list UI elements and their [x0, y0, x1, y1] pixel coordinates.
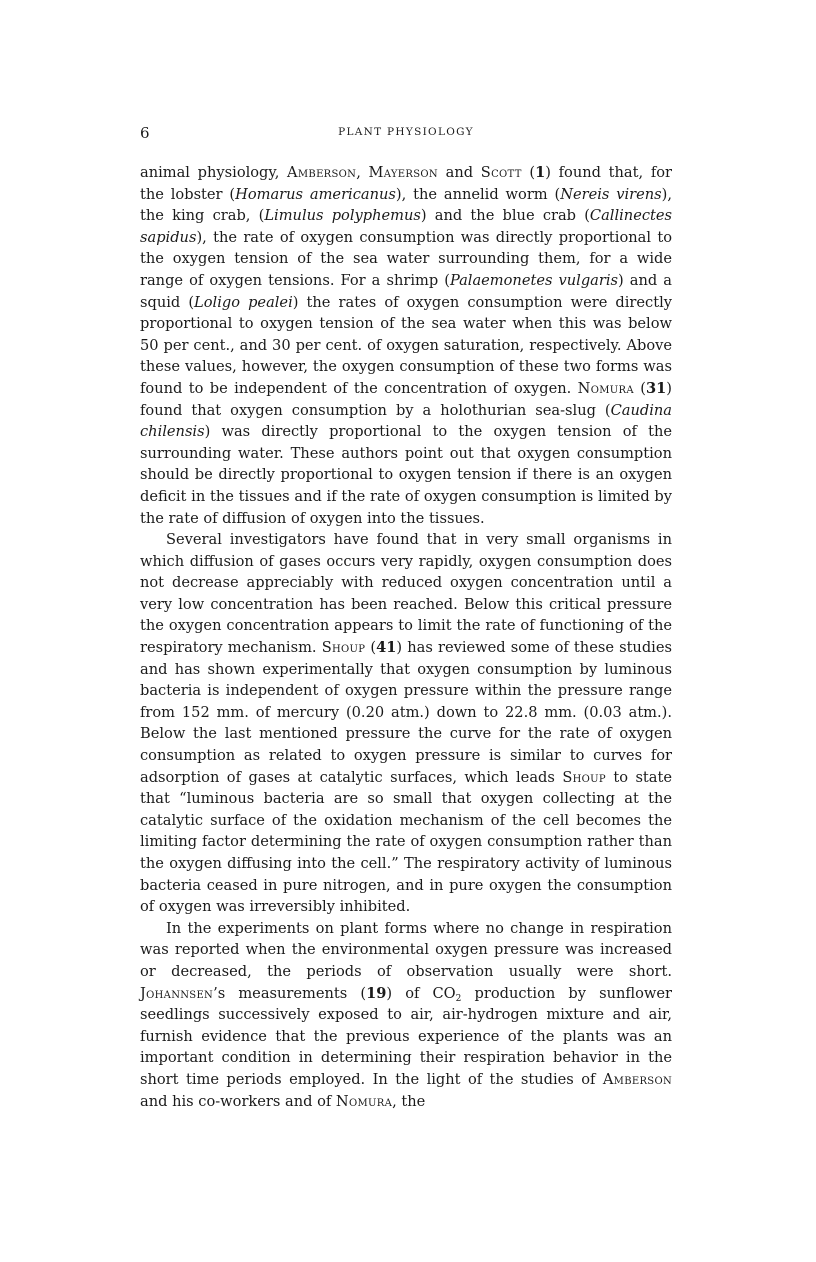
- species-name: Palaemonetes vulgaris: [449, 271, 619, 289]
- text-run: animal physiology,: [140, 164, 288, 181]
- text-run: ), the annelid worm (: [395, 185, 561, 203]
- paragraph: [140, 918, 672, 1112]
- text-run: (: [365, 639, 377, 657]
- text-run: (: [521, 164, 536, 181]
- reference-number: 1: [535, 164, 546, 181]
- text-run: ), the rate of oxygen consumption was directly proportional to the oxygen tension of the sea water surrounding them, for a wide range of oxygen tensions. For a shrimp (: [140, 228, 672, 289]
- author-name: Nomura: [577, 379, 634, 397]
- text-run: ), the king crab, (: [140, 185, 673, 225]
- author-name: Nomura: [335, 1092, 393, 1110]
- author-name: Mayerson: [368, 164, 438, 181]
- text-run: ) found that, for the lobster (: [140, 164, 672, 203]
- text-run: and his co-workers and of: [140, 1092, 336, 1110]
- text-run: to state that “luminous bacteria are so small that oxygen collecting at the catalytic surface of the oxidation mechanism of the cell becomes the limiting factor determining the rate of oxygen consumption rather than the oxygen diffusing into the cell.” The respiratory activity of luminous bacteria ceased in pure nitrogen, and in pure oxygen the consumption of oxygen was irreversibly inhibited.: [140, 768, 672, 916]
- species-name: Limulus polyphemus: [264, 207, 421, 225]
- text-run: ’s measurements (: [213, 984, 367, 1002]
- text-run: and: [437, 164, 481, 181]
- text-run: In the experiments on plant forms where no change in respiration was reported when the environmental oxygen pressure was increased or decreased, the periods of observation usually were short.: [140, 919, 672, 980]
- species-name: Nereis virens: [560, 185, 662, 203]
- text-run: ) was directly proportional to the oxygen tension of the surrounding water. These authors point out that oxygen consumption should be directly proportional to oxygen tension if there is an oxygen deficit in the tissues and if the rate of oxygen consumption is limited by the rate of diffusion of oxygen into the tissues.: [140, 423, 672, 527]
- reference-number: 19: [366, 984, 387, 1002]
- reference-number: 41: [376, 639, 397, 657]
- author-name: Shoup: [321, 639, 366, 657]
- author-name: Amberson: [287, 164, 357, 181]
- author-name: Shoup: [562, 768, 606, 786]
- text-run: ,: [356, 164, 369, 181]
- author-name: Amberson: [602, 1070, 672, 1088]
- running-head: PLANT PHYSIOLOGY: [338, 126, 474, 138]
- species-name: Homarus americanus: [235, 185, 396, 203]
- text-run: ) of CO: [386, 984, 456, 1002]
- text-run: ) and a squid (: [140, 271, 672, 311]
- subscript: 2: [455, 993, 462, 1004]
- text-run: ) and the blue crab (: [420, 207, 590, 225]
- species-name: Caudina chilensis: [140, 401, 672, 441]
- text-run: ) has reviewed some of these studies and has shown experimentally that oxygen consumption by luminous bacteria is independent of oxygen pressure within the pressure range from 152 mm. of mercury (0.20 atm.) down to 22.8 mm. (0.03 atm.). Below the last mentioned pressure the curve for the rate of oxygen consumption as related to oxygen pressure is similar to curves for adsorption of gases at catalytic surfaces, which leads: [140, 639, 672, 786]
- species-name: Loligo pealei: [194, 293, 293, 311]
- page-header: [140, 124, 672, 146]
- page-number: 6: [140, 124, 150, 142]
- text-run: (: [633, 379, 646, 397]
- species-name: Callinectes sapidus: [140, 207, 672, 246]
- text-run: ) found that oxygen consumption by a holothurian sea-slug (: [140, 379, 672, 419]
- reference-number: 31: [645, 379, 667, 397]
- text-run: , the: [392, 1092, 426, 1110]
- text-run: production by sunflower seedlings successively exposed to air, air-hydrogen mixture and air, furnish evidence that the previous experience of the plants was an important condition in determining their respiration behavior in the short time periods employed. In the light of the studies of: [140, 984, 672, 1088]
- paragraph: [140, 529, 672, 918]
- author-name: Scott: [480, 164, 522, 181]
- text-run: Several investigators have found that in very small organisms in which diffusion of gases occurs very rapidly, oxygen consumption does not decrease appreciably with reduced oxygen concentration until a very low concentration has been reached. Below this critical pressure the oxygen concentration appears to limit the rate of functioning of the respiratory mechanism.: [140, 531, 672, 657]
- body-text: [140, 162, 672, 1112]
- paragraph: [140, 162, 672, 529]
- text-run: ) the rates of oxygen consumption were directly proportional to oxygen tension of the sea water when this was below 50 per cent., and 30 per cent. of oxygen saturation, respectively. Above these values, however, the oxygen consumption of these two forms was found to be independent of the concentration of oxygen.: [140, 293, 672, 397]
- author-name: Johannsen: [140, 984, 214, 1002]
